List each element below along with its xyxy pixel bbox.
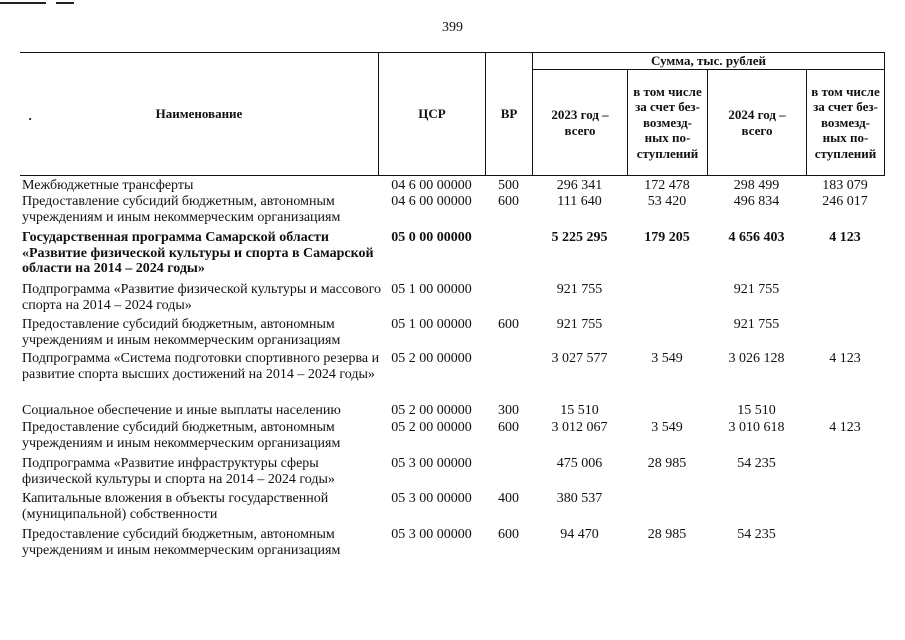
row-csr: 05 1 00 00000 bbox=[391, 282, 472, 297]
header-vr: ВР bbox=[500, 106, 518, 122]
scan-artifact-line bbox=[0, 2, 46, 4]
row-2024-free: 4 123 bbox=[829, 230, 861, 245]
row-2024-total: 921 755 bbox=[733, 282, 780, 297]
header-sum-group: Сумма, тыс. рублей bbox=[651, 53, 766, 69]
row-csr: 05 2 00 00000 bbox=[391, 403, 472, 418]
row-2024-total: 496 834 bbox=[733, 194, 780, 209]
row-2024-free: 183 079 bbox=[822, 178, 868, 193]
row-2023-total: 111 640 bbox=[557, 194, 602, 209]
row-vr: 600 bbox=[498, 527, 519, 542]
row-vr: 400 bbox=[498, 491, 519, 506]
row-2023-free: 3 549 bbox=[651, 420, 683, 435]
row-csr: 05 2 00 00000 bbox=[391, 351, 472, 366]
row-2023-total: 475 006 bbox=[556, 456, 603, 471]
row-csr: 05 3 00 00000 bbox=[391, 456, 472, 471]
row-vr: 500 bbox=[498, 178, 519, 193]
row-vr: 600 bbox=[498, 317, 519, 332]
row-2023-total: 5 225 295 bbox=[551, 230, 608, 245]
row-vr: 600 bbox=[498, 194, 519, 209]
row-2023-free: 28 985 bbox=[647, 456, 687, 471]
row-2023-free: 172 478 bbox=[644, 178, 690, 193]
row-name: Государственная программа Самарской области «Развитие физической культуры и спорта в Самарской области на 2014 – 2024 годы» bbox=[22, 230, 374, 276]
row-2023-total: 15 510 bbox=[560, 403, 599, 418]
stray-dot: · bbox=[28, 111, 33, 126]
row-2023-free: 179 205 bbox=[644, 230, 690, 245]
row-csr: 05 1 00 00000 bbox=[391, 317, 472, 332]
row-2024-total: 3 026 128 bbox=[728, 351, 785, 366]
header-csr: ЦСР bbox=[418, 106, 446, 122]
row-2023-free: 53 420 bbox=[647, 194, 687, 209]
row-2023-free: 3 549 bbox=[651, 351, 683, 366]
row-name: Капитальные вложения в объекты государственной (муниципальной) собственности bbox=[22, 491, 329, 522]
row-2023-total: 3 012 067 bbox=[551, 420, 608, 435]
row-vr: 600 bbox=[498, 420, 519, 435]
row-name: Предоставление субсидий бюджетным, автономным учреждениям и иным некоммерческим организациям bbox=[22, 420, 341, 451]
row-2024-total: 54 235 bbox=[737, 456, 776, 471]
row-2023-total: 3 027 577 bbox=[551, 351, 608, 366]
row-2023-total: 296 341 bbox=[556, 178, 603, 193]
row-vr: 300 bbox=[498, 403, 519, 418]
row-2023-total: 921 755 bbox=[556, 317, 603, 332]
row-name: Предоставление субсидий бюджетным, автономным учреждениям и иным некоммерческим организациям bbox=[22, 527, 341, 558]
row-2024-total: 3 010 618 bbox=[728, 420, 785, 435]
scan-artifact-line bbox=[56, 2, 74, 4]
row-2024-total: 298 499 bbox=[733, 178, 780, 193]
row-2024-free: 4 123 bbox=[829, 351, 861, 366]
header-2024-total: 2024 год – всего bbox=[728, 107, 786, 138]
header-bottom-border bbox=[20, 175, 885, 176]
row-2023-total: 380 537 bbox=[556, 491, 603, 506]
row-2024-total: 54 235 bbox=[737, 527, 776, 542]
header-2024-free: в том числе за счет без-возмезд-ных по-ступлений bbox=[811, 83, 880, 161]
row-csr: 05 3 00 00000 bbox=[391, 491, 472, 506]
row-csr: 04 6 00 00000 bbox=[391, 178, 472, 193]
row-csr: 05 3 00 00000 bbox=[391, 527, 472, 542]
row-csr: 05 0 00 00000 bbox=[391, 230, 472, 245]
row-csr: 04 6 00 00000 bbox=[391, 194, 472, 209]
row-name: Подпрограмма «Система подготовки спортивного резерва и развитие спорта высших достижений на 2014 – 2024 годы» bbox=[22, 351, 380, 382]
row-name: Подпрограмма «Развитие физической культуры и массового спорта на 2014 – 2024 годы» bbox=[22, 282, 382, 313]
row-csr: 05 2 00 00000 bbox=[391, 420, 472, 435]
row-2024-free: 246 017 bbox=[822, 194, 868, 209]
row-2024-total: 15 510 bbox=[737, 403, 776, 418]
row-name: Предоставление субсидий бюджетным, автономным учреждениям и иным некоммерческим организациям bbox=[22, 194, 341, 225]
row-name: Межбюджетные трансферты bbox=[22, 178, 194, 193]
row-name: Подпрограмма «Развитие инфраструктуры сферы физической культуры и спорта на 2014 – 2024 годы» bbox=[22, 456, 335, 487]
header-name: Наименование bbox=[155, 106, 243, 122]
row-2024-free: 4 123 bbox=[829, 420, 861, 435]
header-2023-total: 2023 год – всего bbox=[551, 107, 609, 138]
row-2024-total: 4 656 403 bbox=[728, 230, 785, 245]
page-number: 399 bbox=[442, 20, 463, 35]
row-2023-total: 94 470 bbox=[560, 527, 599, 542]
col-divider bbox=[884, 52, 885, 176]
row-2024-total: 921 755 bbox=[733, 317, 780, 332]
row-2023-total: 921 755 bbox=[556, 282, 603, 297]
row-2023-free: 28 985 bbox=[647, 527, 687, 542]
row-name: Предоставление субсидий бюджетным, автономным учреждениям и иным некоммерческим организациям bbox=[22, 317, 341, 348]
header-2023-free: в том числе за счет без-возмезд-ных по-ступлений bbox=[633, 83, 702, 161]
row-name: Социальное обеспечение и иные выплаты населению bbox=[22, 403, 341, 418]
